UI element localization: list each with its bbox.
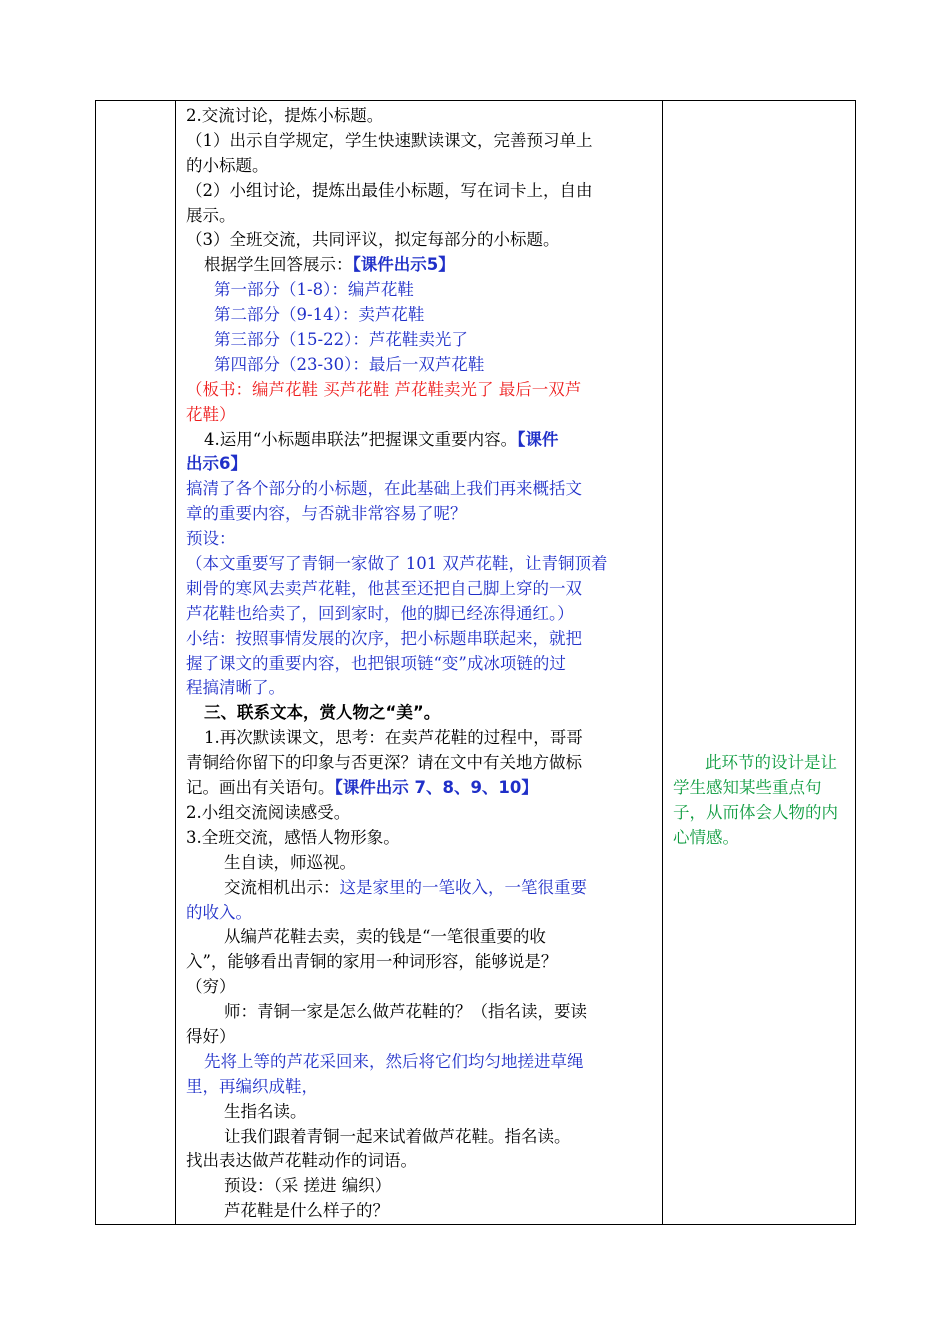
- subtitle-part: 第三部分（15-22）：芦花鞋卖光了: [214, 330, 468, 350]
- preset-label: 预设：: [186, 529, 236, 549]
- subtitle-part: 第四部分（23-30）：最后一双芦花鞋: [214, 354, 485, 374]
- display-line: 交流相机出示：这是家里的一笔收入，一笔很重要: [224, 877, 587, 897]
- display-line: 根据学生回答展示：【课件出示5】: [204, 255, 455, 275]
- teaching-process-cell: [176, 101, 663, 1225]
- quote-text: 里，再编织成鞋，: [186, 1076, 318, 1096]
- step-text: 的小标题。: [186, 155, 269, 175]
- courseware-tag: 【课件出示5】: [352, 255, 455, 275]
- left-column-cell: [96, 101, 176, 1225]
- activity-line: 让我们跟着青铜一起来试着做芦花鞋。指名读。: [224, 1126, 571, 1146]
- activity-line: 找出表达做芦花鞋动作的词语。: [186, 1151, 417, 1171]
- teacher-question: 得好）: [186, 1026, 236, 1046]
- discussion-text: （穷）: [186, 977, 236, 997]
- step-text: 记。画出有关语句。【课件出示 7、8、9、10】: [186, 778, 538, 798]
- step-text: 青铜给你留下的印象与否更深？请在文中有关地方做标: [186, 753, 582, 773]
- summary: 小结：按照事情发展的次序，把小标题串联起来，就把: [186, 628, 582, 648]
- subtitle-part: 第一部分（1-8）：编芦花鞋: [214, 280, 414, 300]
- preset-answer: 芦花鞋也给卖了，回到家时，他的脚已经冻得通红。）: [186, 603, 574, 623]
- quote-text: 这是家里的一笔收入，一笔很重要: [339, 877, 587, 897]
- activity-line: 生自读，师巡视。: [224, 852, 356, 872]
- teacher-prompt: 章的重要内容，与否就非常容易了呢？: [186, 504, 467, 524]
- summary: 程搞清晰了。: [186, 678, 285, 698]
- step-text: （1）出示自学规定，学生快速默读课文，完善预习单上: [186, 130, 593, 150]
- preset-answer: 刺骨的寒风去卖芦花鞋，他甚至还把自己脚上穿的一双: [186, 578, 582, 598]
- quote-text: 先将上等的芦花采回来，然后将它们均匀地搓进草绳: [204, 1051, 584, 1071]
- step-text: 1.再次默读课文，思考：在卖芦花鞋的过程中，哥哥: [204, 728, 583, 748]
- step-text: 2.小组交流阅读感受。: [186, 802, 351, 822]
- section-heading: 三、联系文本，赏人物之“美”。: [204, 703, 441, 723]
- step-text: 展示。: [186, 205, 236, 225]
- step-heading: 4.运用“小标题串联法”把握课文重要内容。【课件: [204, 429, 559, 449]
- discussion-text: 入”，能够看出青铜的家用一种词形容，能够说是？: [186, 952, 558, 972]
- step-text: （3）全班交流，共同评议，拟定每部分的小标题。: [186, 230, 560, 250]
- teacher-prompt: 搞清了各个部分的小标题，在此基础上我们再来概括文: [186, 479, 582, 499]
- preset-answer: （本文重要写了青铜一家做了 101 双芦花鞋，让青铜顶着: [186, 554, 608, 574]
- teacher-question: 芦花鞋是什么样子的？: [224, 1201, 389, 1221]
- activity-line: 生指名读。: [224, 1101, 307, 1121]
- teacher-question: 师：青铜一家是怎么做芦花鞋的？（指名读，要读: [224, 1002, 587, 1022]
- teaching-process-content: [176, 101, 662, 1224]
- courseware-tag: 【课件: [517, 429, 559, 449]
- step-text: 3.全班交流，感悟人物形象。: [186, 827, 400, 847]
- quote-text: 的收入。: [186, 902, 252, 922]
- summary: 握了课文的重要内容，也把银项链“变”成冰项链的过: [186, 653, 566, 673]
- preset-answer: 预设：（采 搓进 编织）: [224, 1176, 392, 1196]
- courseware-tag: 【课件出示 7、8、9、10】: [334, 778, 538, 798]
- discussion-text: 从编芦花鞋去卖，卖的钱是“一笔很重要的收: [224, 927, 546, 947]
- blackboard-note: （板书：编芦花鞋 买芦花鞋 芦花鞋卖光了 最后一双芦: [186, 379, 582, 399]
- design-intent-cell: [663, 101, 856, 1225]
- blackboard-note: 花鞋）: [186, 404, 236, 424]
- courseware-tag: 出示6】: [186, 454, 247, 474]
- subtitle-part: 第二部分（9-14）：卖芦花鞋: [214, 305, 425, 325]
- design-intent-note: 此环节的设计是让学生感知某些重点句子，从而体会人物的内心情感。: [673, 753, 838, 847]
- step-heading: 2.交流讨论，提炼小标题。: [186, 106, 384, 125]
- step-text: （2）小组讨论，提炼出最佳小标题，写在词卡上，自由: [186, 180, 593, 200]
- lesson-plan-table: [95, 100, 856, 1225]
